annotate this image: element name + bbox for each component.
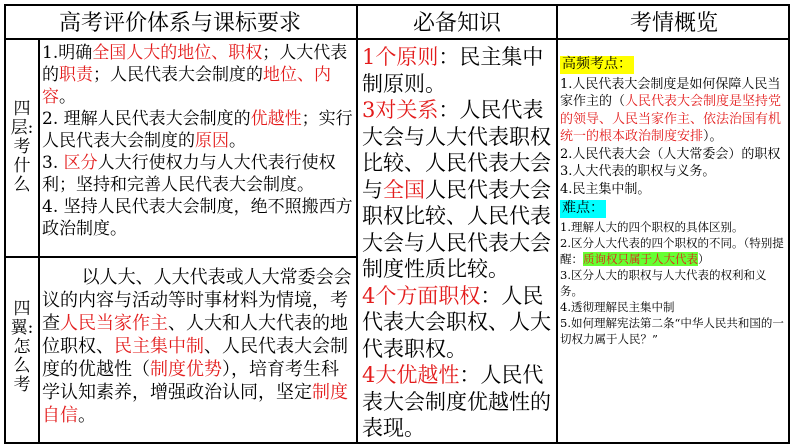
row-label-what: 四 层: 考 什 么	[10, 99, 34, 195]
header-knowledge: 必备知识	[412, 10, 501, 36]
difficult-point: 5.如何理解宪法第二条“中华人民共和国的一切权力属于人民？”	[560, 315, 784, 346]
frequent-point: 2.人民代表大会（人大常委会）的职权	[560, 146, 781, 162]
knowledge-item: 4个方面职权：人民代表大会职权、人大代表职权。	[362, 283, 551, 361]
difficult-point: 1.理解人大的四个职权的具体区别。	[560, 219, 744, 234]
requirement-item: 3. 区分人大行使权力与人大代表行使权利；坚持和完善人民代表大会制度。	[42, 153, 336, 195]
header-divider	[4, 38, 790, 40]
knowledge-list	[362, 44, 557, 442]
requirements-list	[42, 42, 354, 240]
requirement-item: 1.明确全国人大的地位、职权；人大代表的职责；人民代表大会制度的地位、内容。	[42, 43, 348, 107]
column-divider	[356, 4, 358, 444]
difficult-point: 3.区分人大的职权与人大代表的权利和义务。	[560, 267, 767, 298]
frequent-point: 1.人民代表大会制度是如何保障人民当家作主的（人民代表大会制度是坚持党的领导、人民当家作主、依法治国有机统一的根本政治制度安排）。	[560, 76, 782, 144]
frequent-points-title: 高频考点：	[562, 56, 632, 72]
difficult-point: 4.透彻理解民主集中制	[560, 299, 675, 314]
requirement-item: 4. 坚持人民代表大会制度，绝不照搬西方政治制度。	[42, 197, 353, 239]
column-divider	[38, 40, 40, 444]
knowledge-item: 1个原则：民主集中制原则。	[362, 45, 544, 96]
header-requirements: 高考评价体系与课标要求	[58, 10, 301, 36]
difficult-points-title: 难点：	[562, 200, 604, 216]
frequent-point: 4.民主集中制。	[560, 181, 651, 197]
requirement-item: 2. 理解人民代表大会制度的优越性；实行人民代表大会制度的原因。	[42, 109, 353, 151]
overview-list	[560, 56, 786, 347]
header-overview: 考情概览	[629, 10, 718, 36]
knowledge-item: 3对关系：人民代表大会与人大代表职权比较、人民代表大会与全国人民代表大会职权比较、人民代表大会与人民代表大会制度性质比较。	[362, 98, 551, 281]
row-divider	[4, 256, 356, 258]
knowledge-item: 4大优越性：人民代表大会制度优越性的表现。	[362, 363, 551, 440]
exam-approach-paragraph: 以人大、人大代表或人大常委会会议的内容与活动等时事材料为情境，考查人民当家作主、人大和人大代表的地位职权、民主集中制、人民代表大会制度的优越性（制度优势），培育考生科学认知素养，增强政治认同，坚定制度自信。	[42, 267, 352, 426]
difficult-point: 2.区分人大代表的四个职权的不同。（特别提醒：质询权只属于人大代表）	[560, 235, 784, 266]
frequent-point: 3.人大代表的职权与义务。	[560, 164, 716, 179]
row-label-how: 四 翼: 怎 么 考	[10, 299, 34, 395]
